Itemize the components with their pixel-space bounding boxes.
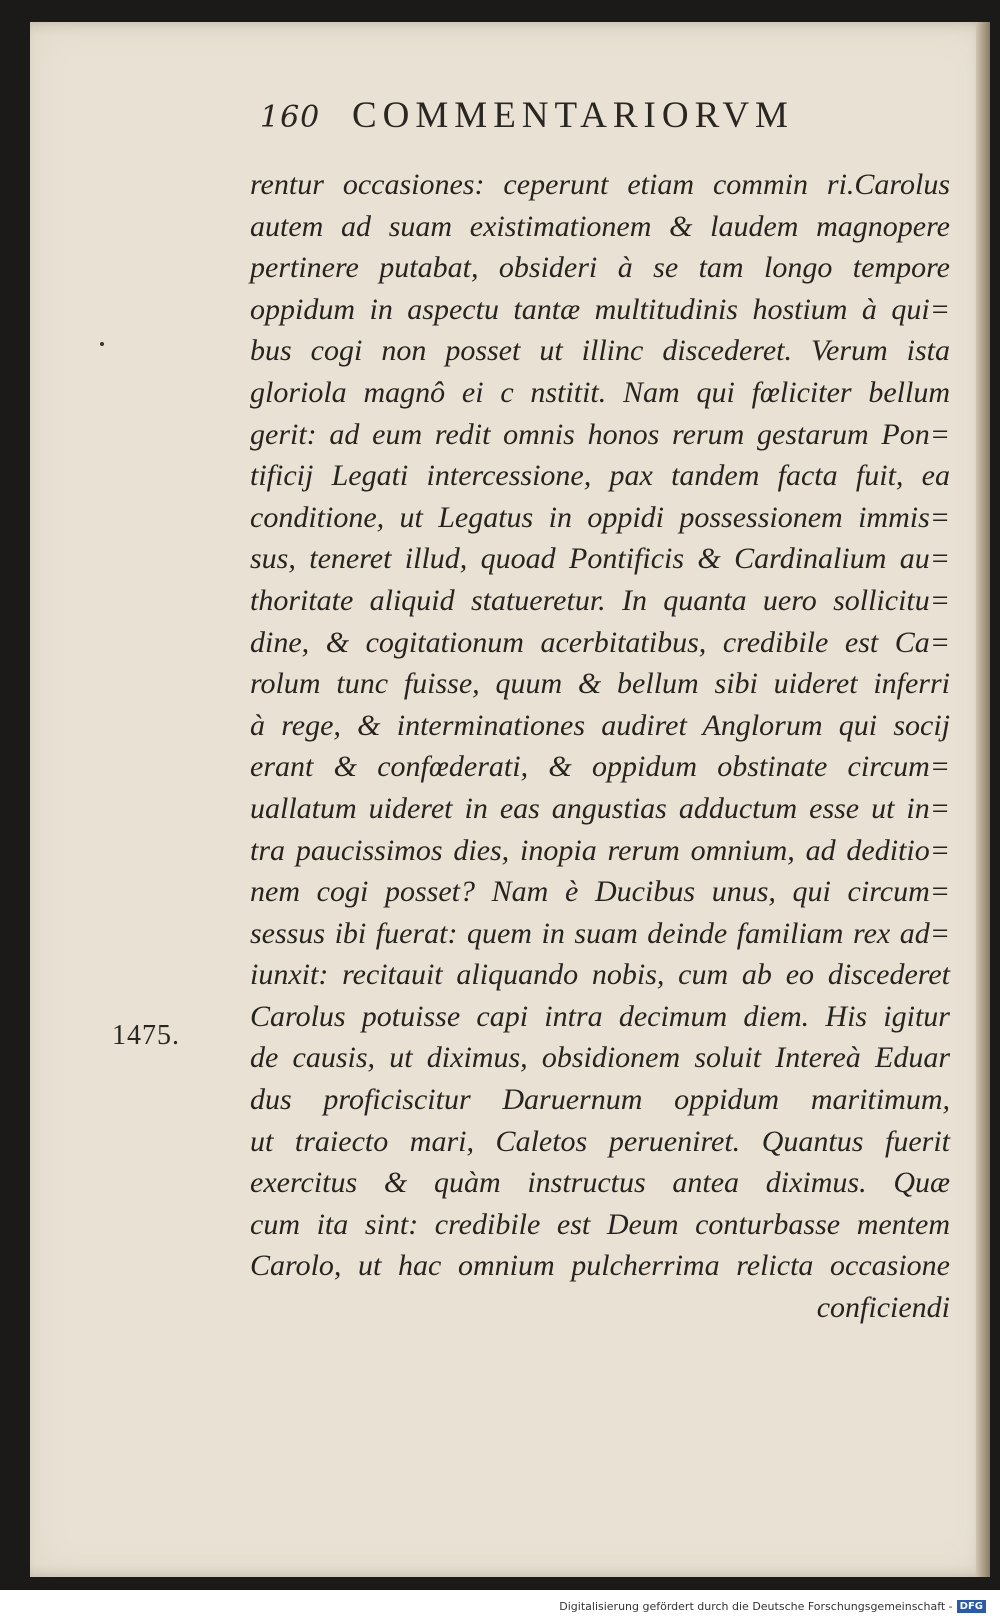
text-line: exercitus & quàm instructus antea diximus. Quæ	[250, 1166, 950, 1200]
text-line: uallatum uideret in eas angustias adductum esse ut in=	[250, 791, 950, 825]
text-line: autem ad suam existimationem & laudem magnopere	[250, 209, 950, 243]
book-page	[30, 22, 990, 1577]
text-line: ut traiecto mari, Caletos perueniret. Quantus fuerit	[250, 1124, 950, 1158]
text-line: cum ita sint: credibile est Deum conturbasse mentem	[250, 1207, 950, 1241]
text-line: iunxit: recitauit aliquando nobis, cum ab eo discederet	[250, 958, 950, 992]
body-text	[250, 164, 950, 1329]
text-line: thoritate aliquid statueretur. In quanta uero sollicitu=	[250, 583, 950, 617]
page-edge	[976, 22, 990, 1577]
text-line: à rege, & interminationes audiret Anglorum qui socij	[250, 708, 950, 742]
text-line: conditione, ut Legatus in oppidi possessionem immis=	[250, 500, 950, 534]
text-line: de causis, ut diximus, obsidionem soluit Intereà Eduar	[250, 1041, 950, 1075]
text-line: sus, teneret illud, quoad Pontificis & Cardinalium au=	[250, 542, 950, 576]
text-line: oppidum in aspectu tantæ multitudinis hostium à qui=	[250, 292, 950, 326]
text-line: gloriola magnô ei c nstitit. Nam qui fœliciter bellum	[250, 375, 950, 409]
digitization-credit	[559, 1600, 986, 1613]
text-line: rolum tunc fuisse, quum & bellum sibi uideret inferri	[250, 667, 950, 701]
page-number: 160	[260, 100, 321, 135]
dfg-logo-icon: DFG	[957, 1600, 986, 1613]
text-line: bus cogi non posset ut illinc discederet. Verum ista	[250, 334, 950, 368]
text-line: rentur occasiones: ceperunt etiam commin ri.Carolus	[250, 168, 950, 201]
running-head	[260, 94, 880, 154]
text-line: tificij Legati intercessione, pax tandem facta fuit, ea	[250, 459, 950, 493]
text-line: sessus ibi fuerat: quem in suam deinde familiam rex ad=	[250, 916, 950, 950]
text-line: erant & confœderati, & oppidum obstinate circum=	[250, 750, 950, 784]
text-line: nem cogi posset? Nam è Ducibus unus, qui circum=	[250, 875, 950, 909]
text-line: dus proficiscitur Daruernum oppidum maritimum,	[250, 1083, 950, 1117]
footer-text: Digitalisierung gefördert durch die Deutsche Forschungsgemeinschaft -	[559, 1600, 953, 1613]
text-line: Carolo, ut hac omnium pulcherrima relicta occasione	[250, 1249, 950, 1283]
catchword: conficiendi	[816, 1291, 950, 1325]
text-line: Carolus potuisse capi intra decimum diem. His igitur	[250, 999, 950, 1033]
text-line: dine, & cogitationum acerbitatibus, credibile est Ca=	[250, 625, 950, 659]
text-line: gerit: ad eum redit omnis honos rerum gestarum Pon=	[250, 417, 950, 451]
margin-note-year: 1475.	[112, 1020, 180, 1051]
text-line: pertinere putabat, obsideri à se tam longo tempore	[250, 251, 950, 285]
page-header-title: COMMENTARIORVM	[352, 95, 794, 136]
text-line: tra paucissimos dies, inopia rerum omnium, ad deditio=	[250, 833, 950, 867]
margin-mark	[100, 342, 104, 346]
